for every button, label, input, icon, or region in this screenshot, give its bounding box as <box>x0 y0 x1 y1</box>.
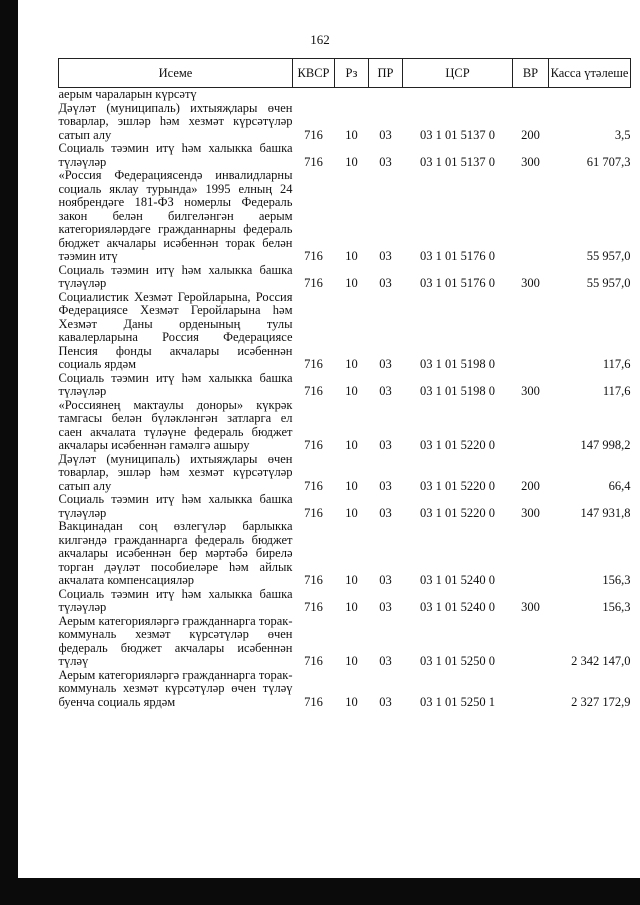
cell-kvsr: 716 <box>304 127 323 142</box>
cell-pr: 03 <box>379 384 392 398</box>
cell-kvsr: 716 <box>304 600 323 614</box>
table-row <box>59 588 631 615</box>
scan-edge-bottom <box>0 878 640 905</box>
cell-rz: 10 <box>345 276 358 290</box>
cell-amount: 61 707,3 <box>586 154 631 169</box>
cell-vr: 300 <box>521 505 540 520</box>
cell-pr: 03 <box>379 249 392 263</box>
cell-kvsr: 716 <box>304 438 323 452</box>
cell-amount: 55 957,0 <box>586 276 631 290</box>
cell-rz <box>335 88 369 102</box>
cell-pr: 03 <box>379 357 392 371</box>
cell-amount: 2 342 147,0 <box>571 654 631 668</box>
table-row <box>59 291 631 372</box>
cell-rz: 10 <box>345 505 358 520</box>
cell-vr <box>513 520 549 588</box>
cell-vr: 300 <box>521 154 540 169</box>
cell-vr <box>513 88 549 102</box>
cell-csr: 03 1 01 5176 0 <box>420 276 495 290</box>
table-row <box>59 88 631 102</box>
cell-vr: 200 <box>521 127 540 142</box>
cell-pr: 03 <box>379 600 392 614</box>
header-name: Исеме <box>59 59 293 88</box>
table-row <box>59 399 631 453</box>
cell-pr: 03 <box>379 505 392 520</box>
cell-kvsr: 716 <box>304 694 323 709</box>
header-amount: Касса үтәлеше <box>549 59 631 88</box>
cell-amount: 147 998,2 <box>580 438 631 452</box>
cell-name: Социалистик Хезмәт Геройларына, Россия Федерациясе Хезмәт Геройларына һәм Хезмәт Даны орденының тулы кавалерларына Россия Федерациясе Пенсия фонды акчалары исәбеннән социаль ярдәм <box>58 289 293 371</box>
cell-rz: 10 <box>345 438 358 452</box>
cell-amount: 156,3 <box>602 600 631 614</box>
cell-kvsr: 716 <box>304 505 323 520</box>
cell-amount: 117,6 <box>602 357 631 371</box>
cell-rz: 10 <box>345 694 358 709</box>
header-vr: ВР <box>513 59 549 88</box>
cell-name: Аерым категорияләргә гражданнарга торак-коммуналь хезмәт күрсәтүләр өчен түләү буенча социаль ярдәм <box>58 667 293 709</box>
cell-rz: 10 <box>345 654 358 668</box>
table-row <box>59 264 631 291</box>
cell-amount: 147 931,8 <box>580 505 631 520</box>
cell-rz: 10 <box>345 478 358 493</box>
cell-name: «Россия Федерациясендә инвалидларны социаль яклау турында» 1995 елның 24 ноябрендәге 181-ФЗ номерлы Федераль закон белән билгеләнгән аерым категорияләрдәге гражданнарны федераль бюджет акчалары исәбеннән торак белән тәэмин итү <box>58 168 293 263</box>
cell-name: Социаль тәэмин итү һәм халыкка башка түләүләр <box>58 262 293 290</box>
cell-pr: 03 <box>379 127 392 142</box>
budget-table <box>58 58 631 709</box>
cell-pr: 03 <box>379 276 392 290</box>
cell-amount: 117,6 <box>602 384 631 398</box>
table-row <box>59 520 631 588</box>
cell-csr: 03 1 01 5250 0 <box>420 654 495 668</box>
table-row <box>59 493 631 520</box>
cell-name: Дәүләт (муниципаль) ихтыяҗлары өчен товарлар, эшләр һәм хезмәт күрсәтүләр сатып алу <box>58 451 293 493</box>
table-row <box>59 169 631 264</box>
cell-name: Вакцинадан соң өзлегүләр барлыкка килгәндә гражданнарга федераль бюджет акчалары исәбеннән бер мәртәбә бирелә торган дәүләт пособиеләре һәм айлык акчалата компенсацияләр <box>58 519 293 587</box>
cell-name: Социаль тәэмин итү һәм халыкка башка түләүләр <box>58 141 293 169</box>
cell-amount <box>549 88 631 102</box>
cell-vr: 300 <box>521 276 540 290</box>
cell-csr: 03 1 01 5137 0 <box>420 154 495 169</box>
cell-name: Социаль тәэмин итү һәм халыкка башка түләүләр <box>58 492 293 520</box>
cell-vr <box>513 169 549 264</box>
cell-vr: 300 <box>521 600 540 614</box>
cell-csr: 03 1 01 5240 0 <box>420 600 495 614</box>
table-header-row <box>59 59 631 88</box>
cell-name: Социаль тәэмин итү һәм халыкка башка түләүләр <box>58 370 293 398</box>
header-kvsr: КВСР <box>293 59 335 88</box>
cell-kvsr: 716 <box>304 154 323 169</box>
cell-pr: 03 <box>379 573 392 587</box>
cell-kvsr: 716 <box>304 249 323 263</box>
cell-vr <box>513 291 549 372</box>
cell-kvsr: 716 <box>304 573 323 587</box>
cell-rz: 10 <box>345 573 358 587</box>
cell-kvsr: 716 <box>304 654 323 668</box>
table-row <box>59 615 631 669</box>
cell-amount: 55 957,0 <box>586 249 631 263</box>
cell-name: Аерым категорияләргә гражданнарга торак-коммуналь хезмәт күрсәтүләр өчен федераль бюджет акчалары исәбеннән түләү <box>58 613 293 668</box>
scan-edge-left <box>0 0 18 905</box>
cell-csr: 03 1 01 5137 0 <box>420 127 495 142</box>
cell-name: Дәүләт (муниципаль) ихтыяҗлары өчен товарлар, эшләр һәм хезмәт күрсәтүләр сатып алу <box>58 100 293 142</box>
table-row <box>59 669 631 710</box>
cell-rz: 10 <box>345 600 358 614</box>
table-row <box>59 372 631 399</box>
header-pr: ПР <box>369 59 403 88</box>
table-row <box>59 142 631 169</box>
cell-csr: 03 1 01 5176 0 <box>420 249 495 263</box>
cell-pr <box>369 88 403 102</box>
cell-csr: 03 1 01 5220 0 <box>420 438 495 452</box>
cell-name: аерым чараларын күрсәтү <box>58 87 197 101</box>
cell-rz: 10 <box>345 249 358 263</box>
cell-amount: 66,4 <box>608 478 631 493</box>
cell-pr: 03 <box>379 478 392 493</box>
cell-rz: 10 <box>345 127 358 142</box>
cell-pr: 03 <box>379 154 392 169</box>
cell-csr: 03 1 01 5198 0 <box>420 384 495 398</box>
cell-csr: 03 1 01 5198 0 <box>420 357 495 371</box>
cell-kvsr <box>293 88 335 102</box>
cell-name: «Россиянең мактаулы доноры» күкрәк тамгасы белән бүләкләнгән затларга ел саен акчалата түләүне федераль бюджет акчалары исәбеннән гамәлгә ашыру <box>58 397 293 452</box>
cell-csr: 03 1 01 5250 1 <box>420 694 495 709</box>
cell-pr: 03 <box>379 654 392 668</box>
page-number: 162 <box>310 32 330 47</box>
cell-pr: 03 <box>379 438 392 452</box>
header-csr: ЦСР <box>403 59 513 88</box>
cell-name: Социаль тәэмин итү һәм халыкка башка түләүләр <box>58 586 293 614</box>
table-row <box>59 453 631 494</box>
cell-vr <box>513 669 549 710</box>
cell-vr <box>513 399 549 453</box>
cell-vr: 200 <box>521 478 540 493</box>
cell-rz: 10 <box>345 154 358 169</box>
cell-rz: 10 <box>345 357 358 371</box>
cell-csr <box>403 88 513 102</box>
cell-vr: 300 <box>521 384 540 398</box>
cell-csr: 03 1 01 5220 0 <box>420 505 495 520</box>
table-row <box>59 102 631 143</box>
cell-csr: 03 1 01 5220 0 <box>420 478 495 493</box>
header-rz: Рз <box>335 59 369 88</box>
cell-pr: 03 <box>379 694 392 709</box>
cell-kvsr: 716 <box>304 478 323 493</box>
cell-kvsr: 716 <box>304 357 323 371</box>
cell-amount: 3,5 <box>614 127 631 142</box>
cell-vr <box>513 615 549 669</box>
cell-rz: 10 <box>345 384 358 398</box>
cell-csr: 03 1 01 5240 0 <box>420 573 495 587</box>
cell-amount: 156,3 <box>602 573 631 587</box>
cell-kvsr: 716 <box>304 276 323 290</box>
cell-amount: 2 327 172,9 <box>571 694 631 709</box>
cell-kvsr: 716 <box>304 384 323 398</box>
